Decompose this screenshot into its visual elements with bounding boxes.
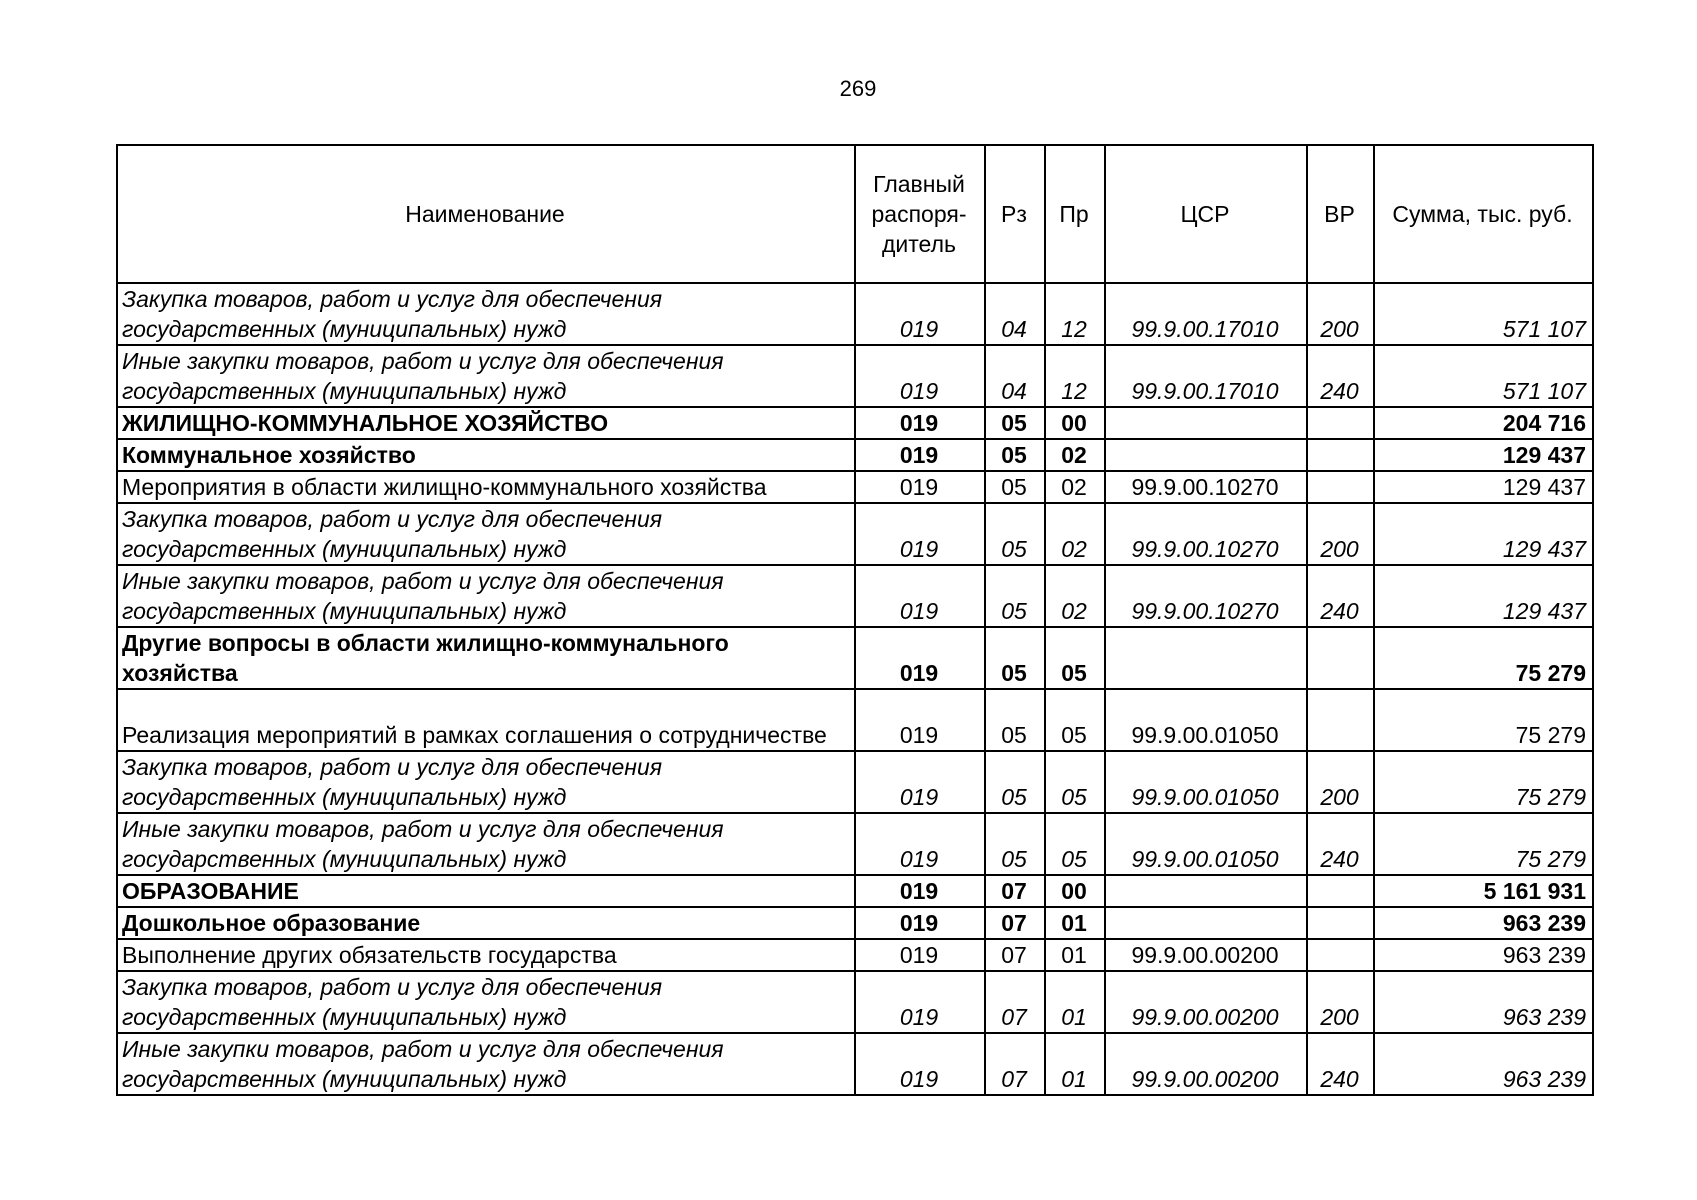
cell-sum: 129 437 — [1374, 503, 1593, 565]
header-gr: Главный распоря-дитель — [855, 145, 985, 283]
cell-rz: 05 — [985, 439, 1045, 471]
table-row — [117, 345, 1593, 407]
table-row — [117, 939, 1593, 971]
cell-name: ОБРАЗОВАНИЕ — [117, 875, 855, 907]
cell-vr: 240 — [1307, 813, 1374, 875]
table-row — [117, 439, 1593, 471]
header-csr: ЦСР — [1105, 145, 1307, 283]
cell-csr: 99.9.00.01050 — [1105, 751, 1307, 813]
cell-vr: 240 — [1307, 565, 1374, 627]
cell-csr: 99.9.00.00200 — [1105, 1033, 1307, 1095]
cell-rz: 05 — [985, 627, 1045, 689]
table-row — [117, 751, 1593, 813]
cell-name: Коммунальное хозяйство — [117, 439, 855, 471]
cell-name: Иные закупки товаров, работ и услуг для обеспечения государственных (муниципальных) нужд — [117, 565, 855, 627]
cell-sum: 75 279 — [1374, 813, 1593, 875]
header-name: Наименование — [117, 145, 855, 283]
cell-pr: 05 — [1045, 751, 1105, 813]
table-row — [117, 565, 1593, 627]
cell-sum: 571 107 — [1374, 345, 1593, 407]
cell-vr — [1307, 407, 1374, 439]
cell-gr: 019 — [855, 751, 985, 813]
cell-name: Закупка товаров, работ и услуг для обеспечения государственных (муниципальных) нужд — [117, 971, 855, 1033]
cell-vr — [1307, 471, 1374, 503]
table-row — [117, 689, 1593, 751]
cell-rz: 07 — [985, 939, 1045, 971]
cell-sum: 5 161 931 — [1374, 875, 1593, 907]
cell-sum: 963 239 — [1374, 907, 1593, 939]
table-row — [117, 907, 1593, 939]
header-rz: Рз — [985, 145, 1045, 283]
cell-vr — [1307, 689, 1374, 751]
cell-name: Мероприятия в области жилищно-коммунального хозяйства — [117, 471, 855, 503]
cell-name: Иные закупки товаров, работ и услуг для обеспечения государственных (муниципальных) нужд — [117, 813, 855, 875]
cell-csr: 99.9.00.17010 — [1105, 283, 1307, 345]
cell-rz: 05 — [985, 565, 1045, 627]
cell-sum: 204 716 — [1374, 407, 1593, 439]
header-sum: Сумма, тыс. руб. — [1374, 145, 1593, 283]
table-body — [117, 283, 1593, 1095]
cell-name: Иные закупки товаров, работ и услуг для обеспечения государственных (муниципальных) нужд — [117, 345, 855, 407]
cell-gr: 019 — [855, 875, 985, 907]
cell-sum: 129 437 — [1374, 471, 1593, 503]
cell-sum: 75 279 — [1374, 627, 1593, 689]
cell-vr — [1307, 875, 1374, 907]
budget-table — [116, 144, 1594, 1096]
cell-sum: 129 437 — [1374, 439, 1593, 471]
cell-gr: 019 — [855, 907, 985, 939]
cell-vr: 240 — [1307, 345, 1374, 407]
table-row — [117, 875, 1593, 907]
cell-gr: 019 — [855, 283, 985, 345]
cell-gr: 019 — [855, 503, 985, 565]
cell-csr — [1105, 407, 1307, 439]
cell-gr: 019 — [855, 689, 985, 751]
cell-csr: 99.9.00.17010 — [1105, 345, 1307, 407]
cell-rz: 04 — [985, 283, 1045, 345]
cell-csr — [1105, 907, 1307, 939]
cell-name: Другие вопросы в области жилищно-коммунального хозяйства — [117, 627, 855, 689]
cell-vr: 200 — [1307, 751, 1374, 813]
cell-gr: 019 — [855, 971, 985, 1033]
cell-pr: 02 — [1045, 471, 1105, 503]
cell-name: Закупка товаров, работ и услуг для обеспечения государственных (муниципальных) нужд — [117, 503, 855, 565]
cell-pr: 12 — [1045, 345, 1105, 407]
cell-vr — [1307, 439, 1374, 471]
cell-pr: 01 — [1045, 1033, 1105, 1095]
cell-name: Реализация мероприятий в рамках соглашения о сотрудничестве — [117, 689, 855, 751]
cell-name: Выполнение других обязательств государства — [117, 939, 855, 971]
cell-rz: 07 — [985, 907, 1045, 939]
cell-sum: 129 437 — [1374, 565, 1593, 627]
cell-csr: 99.9.00.10270 — [1105, 503, 1307, 565]
cell-rz: 05 — [985, 689, 1045, 751]
cell-rz: 05 — [985, 471, 1045, 503]
cell-csr: 99.9.00.01050 — [1105, 689, 1307, 751]
page-number: 269 — [839, 76, 877, 101]
header-pr: Пр — [1045, 145, 1105, 283]
cell-rz: 05 — [985, 751, 1045, 813]
cell-vr: 240 — [1307, 1033, 1374, 1095]
table-row — [117, 283, 1593, 345]
cell-sum: 75 279 — [1374, 689, 1593, 751]
table-row — [117, 471, 1593, 503]
cell-name: Закупка товаров, работ и услуг для обеспечения государственных (муниципальных) нужд — [117, 751, 855, 813]
table-header-row — [117, 145, 1593, 283]
cell-csr: 99.9.00.01050 — [1105, 813, 1307, 875]
cell-sum: 963 239 — [1374, 939, 1593, 971]
cell-rz: 07 — [985, 875, 1045, 907]
cell-gr: 019 — [855, 407, 985, 439]
cell-pr: 02 — [1045, 503, 1105, 565]
cell-csr — [1105, 875, 1307, 907]
cell-gr: 019 — [855, 471, 985, 503]
cell-pr: 05 — [1045, 689, 1105, 751]
table-row — [117, 1033, 1593, 1095]
cell-sum: 963 239 — [1374, 971, 1593, 1033]
cell-csr: 99.9.00.10270 — [1105, 565, 1307, 627]
cell-pr: 12 — [1045, 283, 1105, 345]
cell-gr: 019 — [855, 1033, 985, 1095]
table-row — [117, 813, 1593, 875]
cell-vr — [1307, 939, 1374, 971]
cell-rz: 07 — [985, 971, 1045, 1033]
cell-pr: 05 — [1045, 813, 1105, 875]
cell-pr: 02 — [1045, 439, 1105, 471]
cell-vr: 200 — [1307, 283, 1374, 345]
cell-pr: 02 — [1045, 565, 1105, 627]
cell-csr — [1105, 439, 1307, 471]
cell-gr: 019 — [855, 345, 985, 407]
cell-name: Закупка товаров, работ и услуг для обеспечения государственных (муниципальных) нужд — [117, 283, 855, 345]
cell-gr: 019 — [855, 813, 985, 875]
cell-rz: 07 — [985, 1033, 1045, 1095]
table-row — [117, 503, 1593, 565]
cell-sum: 963 239 — [1374, 1033, 1593, 1095]
table-row — [117, 627, 1593, 689]
cell-vr — [1307, 627, 1374, 689]
cell-sum: 571 107 — [1374, 283, 1593, 345]
cell-sum: 75 279 — [1374, 751, 1593, 813]
cell-pr: 05 — [1045, 627, 1105, 689]
cell-csr: 99.9.00.00200 — [1105, 939, 1307, 971]
cell-gr: 019 — [855, 439, 985, 471]
cell-pr: 00 — [1045, 875, 1105, 907]
cell-rz: 05 — [985, 503, 1045, 565]
cell-vr: 200 — [1307, 971, 1374, 1033]
cell-pr: 01 — [1045, 939, 1105, 971]
cell-pr: 01 — [1045, 971, 1105, 1033]
cell-rz: 04 — [985, 345, 1045, 407]
cell-pr: 01 — [1045, 907, 1105, 939]
cell-csr — [1105, 627, 1307, 689]
cell-name: ЖИЛИЩНО-КОММУНАЛЬНОЕ ХОЗЯЙСТВО — [117, 407, 855, 439]
table-row — [117, 971, 1593, 1033]
header-vr: ВР — [1307, 145, 1374, 283]
cell-gr: 019 — [855, 627, 985, 689]
cell-name: Иные закупки товаров, работ и услуг для обеспечения государственных (муниципальных) нужд — [117, 1033, 855, 1095]
table-row — [117, 407, 1593, 439]
cell-csr: 99.9.00.00200 — [1105, 971, 1307, 1033]
cell-gr: 019 — [855, 565, 985, 627]
cell-vr — [1307, 907, 1374, 939]
cell-rz: 05 — [985, 407, 1045, 439]
cell-vr: 200 — [1307, 503, 1374, 565]
cell-name: Дошкольное образование — [117, 907, 855, 939]
cell-rz: 05 — [985, 813, 1045, 875]
cell-csr: 99.9.00.10270 — [1105, 471, 1307, 503]
cell-pr: 00 — [1045, 407, 1105, 439]
cell-gr: 019 — [855, 939, 985, 971]
